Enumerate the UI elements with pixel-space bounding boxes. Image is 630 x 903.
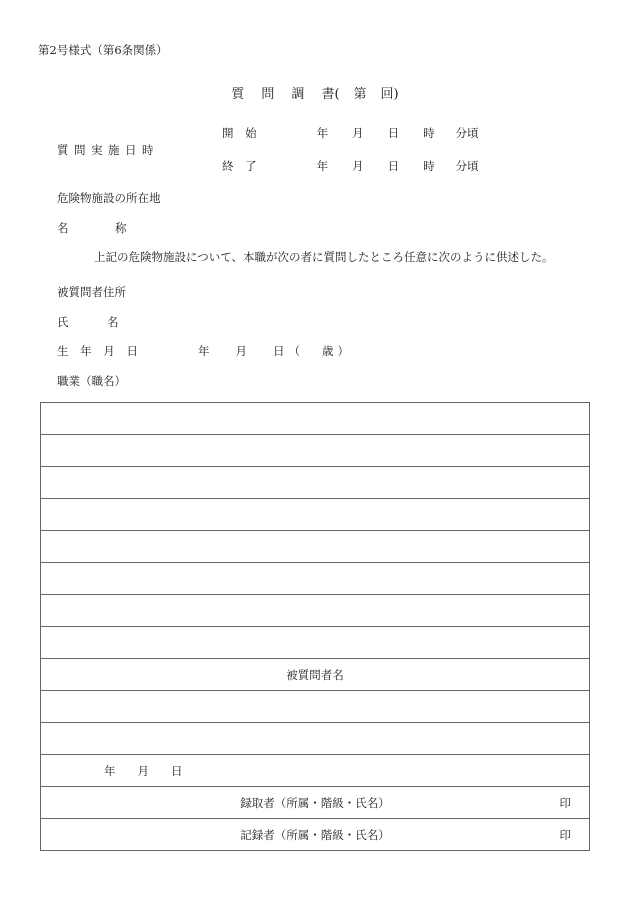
facility-location-label: 危険物施設の所在地 (57, 191, 161, 205)
date-cell-year: 年 (104, 763, 116, 778)
table-row (41, 467, 590, 499)
interview-start-month: 月 (352, 126, 364, 140)
title-char-4: 書 (321, 87, 335, 102)
table-row (41, 723, 590, 755)
interview-datetime-label: 質問実施日時 (57, 143, 159, 157)
signature-cell[interactable] (41, 819, 590, 851)
blank-writing-cell[interactable] (41, 403, 590, 435)
date-cell-month: 月 (137, 763, 149, 778)
table-row (41, 435, 590, 467)
interview-end-day: 日 (387, 159, 400, 173)
date-cell[interactable] (41, 755, 590, 787)
interview-start-hour: 時 (423, 126, 435, 140)
table-row (41, 691, 590, 723)
respondent-dob-year: 年 (197, 344, 214, 358)
interview-end-minute: 分頃 (455, 159, 479, 173)
signature-wrap (41, 795, 589, 811)
interview-end-year: 年 (316, 159, 329, 173)
facility-name-label-part2: 称 (115, 221, 127, 235)
title-suffix-close: 回) (380, 87, 399, 102)
facility-name-label-part1: 名 (57, 221, 69, 235)
table-row (41, 819, 590, 851)
signature-label: 録取者（所属・階級・氏名） (240, 795, 390, 810)
blank-writing-cell[interactable] (41, 595, 590, 627)
table-row (41, 627, 590, 659)
interview-end-row (222, 161, 479, 173)
blank-writing-cell[interactable] (41, 435, 590, 467)
respondent-dob-row (57, 346, 353, 358)
blank-writing-cell[interactable] (41, 467, 590, 499)
blank-writing-cell[interactable] (41, 531, 590, 563)
respondent-name-label-part1: 氏 (57, 315, 69, 329)
page-title (0, 88, 630, 101)
interview-end-month: 月 (352, 159, 364, 173)
respondent-dob-label: 生 年 月 日 (57, 344, 142, 358)
blank-writing-cell[interactable] (41, 691, 590, 723)
blank-writing-cell[interactable] (41, 627, 590, 659)
interview-start-minute: 分頃 (455, 126, 479, 140)
interview-start-label: 開 始 (222, 126, 261, 140)
respondent-address-label: 被質問者住所 (57, 285, 126, 299)
title-char-1: 質 (231, 87, 262, 102)
table-row (41, 787, 590, 819)
respondent-name-cell[interactable] (41, 659, 590, 691)
table-row (41, 531, 590, 563)
testimony-table (40, 402, 590, 851)
respondent-name-label (57, 317, 119, 329)
table-row (41, 563, 590, 595)
respondent-name-cell-label: 被質問者名 (286, 667, 344, 682)
blank-writing-cell[interactable] (41, 563, 590, 595)
table-row (41, 403, 590, 435)
table-row (41, 659, 590, 691)
title-char-2: 問 (261, 87, 292, 102)
signature-label: 記録者（所属・階級・氏名） (240, 827, 390, 842)
interview-start-day: 日 (387, 126, 400, 140)
testimony-table-body (41, 403, 590, 851)
interview-end-label: 終 了 (222, 159, 261, 173)
seal-marker: 印 (559, 827, 571, 842)
form-number-label: 第2号様式（第6条関係） (38, 43, 168, 57)
blank-writing-cell[interactable] (41, 723, 590, 755)
statement-paragraph: 上記の危険物施設について、本職が次の者に質問したところ任意に次のように供述した。 (94, 250, 554, 264)
interview-start-row (222, 128, 479, 140)
title-suffix-open: (第 (334, 87, 381, 102)
respondent-dob-month: 月 (235, 344, 251, 358)
date-cell-day: 日 (171, 763, 183, 778)
respondent-dob-age: 歳） (321, 344, 353, 358)
respondent-dob-day: 日（ (272, 344, 304, 358)
table-row (41, 755, 590, 787)
interview-start-year: 年 (316, 126, 329, 140)
facility-name-label (57, 223, 127, 235)
seal-marker: 印 (559, 795, 571, 810)
respondent-occupation-label: 職業（職名） (57, 374, 126, 388)
signature-wrap (41, 827, 589, 843)
interview-end-hour: 時 (423, 159, 435, 173)
respondent-name-label-part2: 名 (107, 315, 119, 329)
table-row (41, 595, 590, 627)
blank-writing-cell[interactable] (41, 499, 590, 531)
date-cell-inline (104, 763, 183, 779)
table-row (41, 499, 590, 531)
title-char-3: 調 (291, 87, 322, 102)
signature-cell[interactable] (41, 787, 590, 819)
